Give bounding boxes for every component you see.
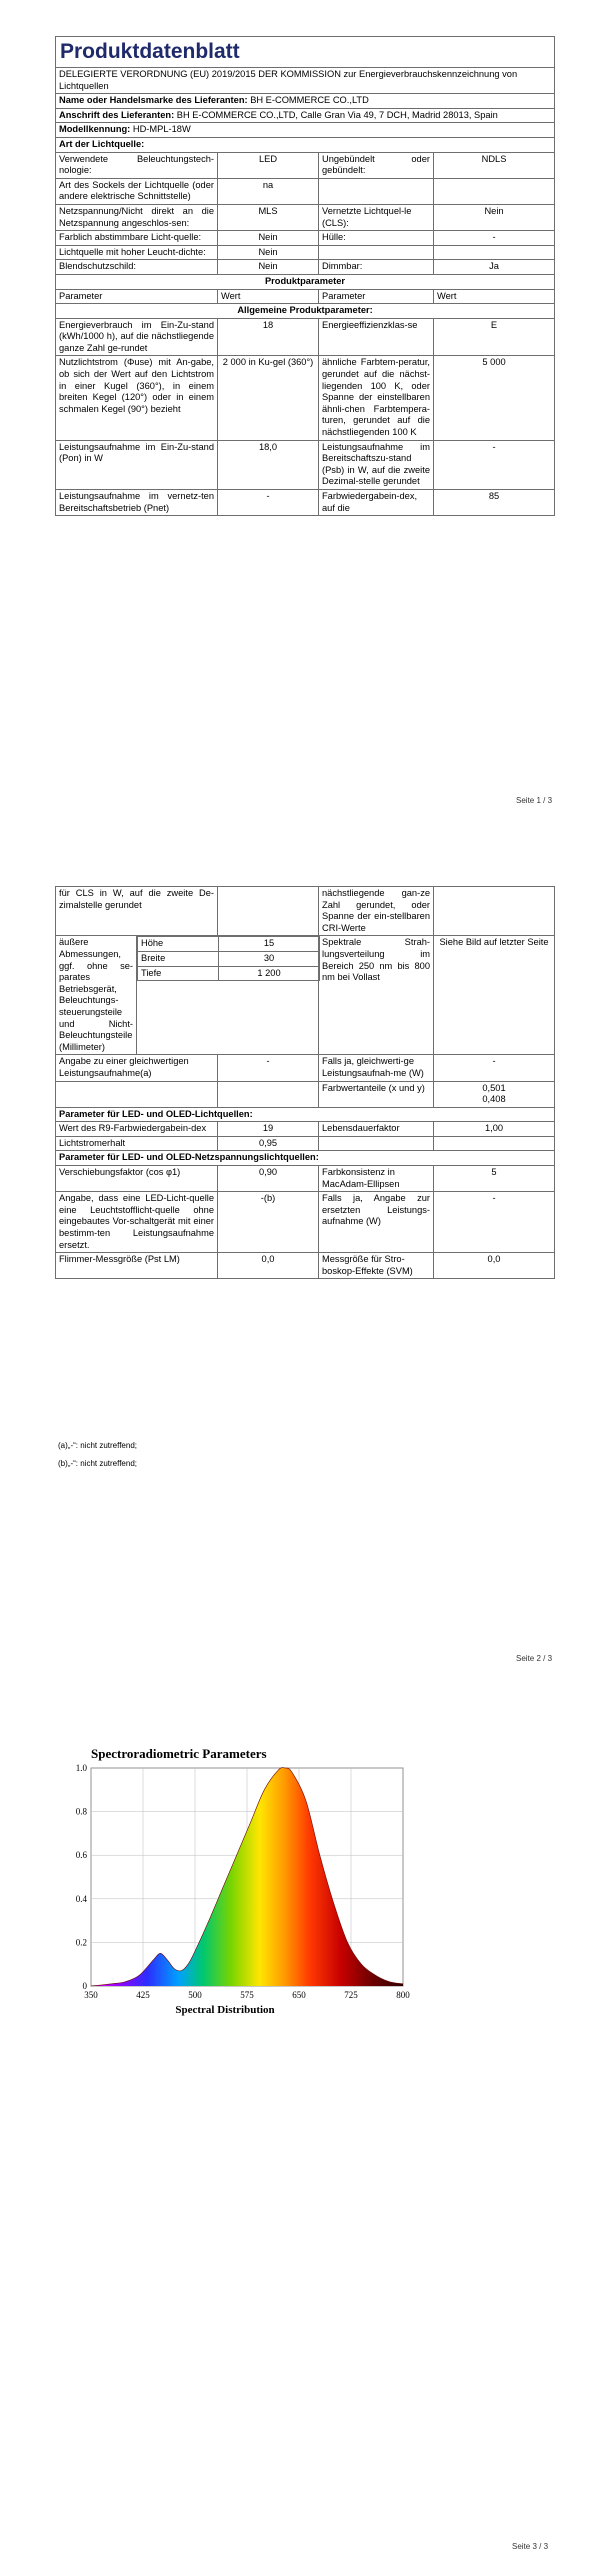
table-row — [56, 887, 555, 936]
cell-value: 5 — [434, 1166, 555, 1192]
cell-label: Farbkonsistenz in MacAdam-Ellipsen — [319, 1166, 434, 1192]
cell-label: Leistungsaufnahme im Ein-Zu-stand (Pon) in W — [56, 440, 218, 489]
cell-label: Lichtstromerhalt — [56, 1136, 218, 1151]
dimension-row — [138, 951, 320, 966]
cell-value — [434, 1136, 555, 1151]
general-parameters-heading: Allgemeine Produktparameter: — [56, 304, 555, 319]
supplier-address-row — [56, 108, 555, 123]
datasheet-table-page-1 — [55, 36, 555, 516]
dimension-key: Breite — [138, 951, 219, 966]
cell-label — [319, 178, 434, 204]
cell-label: nächstliegende gan-ze Zahl gerundet, oder Spanne der ein-stellbaren CRI-Werte — [319, 887, 434, 936]
cell-value: Nein — [218, 245, 319, 260]
mains-led-parameters-heading: Parameter für LED- und OLED-Netzspannungslichtquellen: — [56, 1151, 555, 1166]
cell-label: Falls ja, gleichwerti-ge Leistungsaufnah-me (W) — [319, 1055, 434, 1081]
cell-value: 0,95 — [218, 1136, 319, 1151]
page-1 — [0, 0, 603, 805]
y-tick-label: 0.2 — [75, 1937, 87, 1948]
cell-value: 1,00 — [434, 1122, 555, 1137]
cell-value: Nein — [434, 204, 555, 230]
cell-value: LED — [218, 152, 319, 178]
supplier-address-label: Anschrift des Lieferanten: — [59, 109, 175, 120]
cell-value: 5 000 — [434, 356, 555, 440]
y-tick-label: 0 — [82, 1981, 87, 1991]
table-row — [56, 1122, 555, 1137]
dimension-value: 1 200 — [219, 966, 320, 981]
cell-value: MLS — [218, 204, 319, 230]
cell-label: Leistungsaufnahme im Bereitschaftszu-stand (Psb) in W, auf die zweite Dezimal-stelle gerundet — [319, 440, 434, 489]
column-header: Parameter — [56, 289, 218, 304]
table-row — [56, 440, 555, 489]
dimension-row — [138, 937, 320, 952]
table-header-row — [56, 289, 555, 304]
chromaticity-y: 0,408 — [482, 1094, 506, 1105]
cell-label: Messgröße für Stro-boskop-Effekte (SVM) — [319, 1253, 434, 1279]
table-row — [56, 260, 555, 275]
cell-value — [434, 245, 555, 260]
cell-label — [319, 245, 434, 260]
page-number: Seite 1 / 3 — [516, 796, 553, 805]
cell-value: 18,0 — [218, 440, 319, 489]
x-tick-label: 575 — [240, 1990, 254, 2000]
y-tick-label: 0.8 — [75, 1806, 87, 1817]
x-tick-label: 500 — [188, 1990, 202, 2000]
cell-value: -(b) — [218, 1192, 319, 1253]
cell-label: Flimmer-Messgröße (Pst LM) — [56, 1253, 218, 1279]
dimension-value: 15 — [219, 937, 320, 952]
cell-value: - — [218, 490, 319, 516]
page-title: Produktdatenblatt — [56, 37, 555, 68]
x-tick-label: 425 — [136, 1990, 150, 2000]
cell-value — [434, 1081, 555, 1107]
y-tick-label: 1.0 — [75, 1763, 87, 1773]
y-tick-labels — [76, 1763, 88, 1991]
cell-label: Falls ja, Angabe zur ersetzten Leistungs-aufnahme (W) — [319, 1192, 434, 1253]
cell-label: Dimmbar: — [319, 260, 434, 275]
cell-value: Ja — [434, 260, 555, 275]
cell-value: Nein — [218, 260, 319, 275]
dimension-key: Tiefe — [138, 966, 219, 981]
spectral-distribution-chart — [55, 1740, 415, 2030]
cell-value: 85 — [434, 490, 555, 516]
cell-value: - — [434, 1192, 555, 1253]
dimension-key: Höhe — [138, 937, 219, 952]
footnote-a: (a)„-“: nicht zutreffend; — [58, 1441, 137, 1450]
model-row — [56, 123, 555, 138]
cell-label: Hülle: — [319, 231, 434, 246]
regulation-text: DELEGIERTE VERORDNUNG (EU) 2019/2015 DER KOMMISSION zur Energieverbrauchskennzeichnung von Lichtquellen — [56, 68, 555, 94]
cell-label: Verschiebungsfaktor (cos φ1) — [56, 1166, 218, 1192]
equiv-label: Angabe zu einer gleichwertigen Leistungsaufnahme(a) — [59, 1056, 189, 1078]
dimensions-label: äußere Abmessungen, ggf. ohne se-parates Betriebsgerät, Beleuchtungs-steuerungsteile und Nicht-Beleuchtungsteile (Millimeter) — [56, 936, 137, 1055]
x-axis-label: Spectral Distribution — [175, 2004, 275, 2016]
cell-value — [218, 1081, 319, 1107]
supplier-name-row — [56, 94, 555, 109]
cell-value: - — [434, 440, 555, 489]
table-row — [56, 1081, 555, 1107]
product-parameters-heading: Produktparameter — [56, 274, 555, 289]
cell-label: ähnliche Farbtem-peratur, gerundet auf die nächst-liegenden 100 K, oder Spanne der einstellbaren ähnli-chen Farbtempera-turen, gerundet auf die nächstliegenden 100 K — [319, 356, 434, 440]
cell-label: Art des Sockels der Lichtquelle (oder andere elektrische Schnittstelle) — [56, 178, 218, 204]
cell-label: Angabe, dass eine LED-Licht-quelle eine Leuchtstofflicht-quelle ohne eingebautes Vor-schaltgerät mit einer bestimm-ten Leistungsaufnahme ersetzt. — [56, 1192, 218, 1253]
x-tick-label: 650 — [292, 1990, 306, 2000]
y-tick-label: 0.4 — [75, 1893, 87, 1904]
cell-label: Ungebündelt oder gebündelt: — [319, 152, 434, 178]
supplier-name-label: Name oder Handelsmarke des Lieferanten: — [59, 95, 248, 106]
x-tick-label: 800 — [396, 1990, 410, 2000]
cell-label — [56, 1081, 218, 1107]
cell-label: Energieverbrauch im Ein-Zu-stand (kWh/1000 h), auf die nächstliegende ganze Zahl ge-rundet — [56, 318, 218, 356]
x-tick-label: 350 — [84, 1990, 98, 2000]
model-id: HD-MPL-18W — [132, 124, 191, 135]
table-row — [56, 318, 555, 356]
column-header: Wert — [434, 289, 555, 304]
table-row — [56, 356, 555, 440]
table-row — [56, 936, 555, 1055]
cell-label: Vernetzte Lichtquel-le (CLS): — [319, 204, 434, 230]
cell-value: na — [218, 178, 319, 204]
page-number: Seite 2 / 3 — [516, 1654, 553, 1663]
table-row — [56, 231, 555, 246]
cell-value: 18 — [218, 318, 319, 356]
table-row — [56, 178, 555, 204]
cell-label: Lichtquelle mit hoher Leucht-dichte: — [56, 245, 218, 260]
footnote-b: (b)„-“: nicht zutreffend; — [58, 1459, 137, 1468]
dimension-row — [138, 966, 320, 981]
cell-label: Spektrale Strah-lungsverteilung im Bereich 250 nm bis 800 nm bei Vollast — [319, 936, 434, 1055]
dimensions-table — [137, 936, 320, 981]
supplier-name: BH E-COMMERCE CO.,LTD — [250, 95, 369, 106]
cell-value: - — [434, 231, 555, 246]
cell-label: Netzspannung/Nicht direkt an die Netzspannung angeschlos-sen: — [56, 204, 218, 230]
table-row — [56, 1166, 555, 1192]
cell-label: Farbwertanteile (x und y) — [319, 1081, 434, 1107]
cell-value: 2 000 in Ku-gel (360°) — [218, 356, 319, 440]
cell-label: Blendschutzschild: — [56, 260, 218, 275]
cell-label: Lebensdauerfaktor — [319, 1122, 434, 1137]
page-number: Seite 3 / 3 — [512, 2542, 549, 2551]
page-3 — [0, 1720, 603, 2560]
supplier-address: BH E-COMMERCE CO.,LTD, Calle Gran Via 49, 7 DCH, Madrid 28013, Spain — [176, 109, 498, 120]
model-label: Modellkennung: — [59, 124, 131, 135]
datasheet-table-page-2 — [55, 886, 555, 1279]
table-row — [56, 490, 555, 516]
cell-value: - — [434, 1055, 555, 1081]
column-header: Wert — [218, 289, 319, 304]
cell-label: Energieeffizienzklas-se — [319, 318, 434, 356]
cell-value: - — [218, 1055, 319, 1081]
chromaticity-x: 0,501 — [482, 1082, 506, 1093]
table-row — [56, 204, 555, 230]
page-2 — [0, 880, 603, 1680]
cell-label — [56, 1055, 218, 1081]
cell-value: 0,0 — [434, 1253, 555, 1279]
table-row — [56, 1253, 555, 1279]
cell-value — [434, 178, 555, 204]
cell-label: Leistungsaufnahme im vernetz-ten Bereitschaftsbetrieb (Pnet) — [56, 490, 218, 516]
dimensions-cell — [137, 936, 319, 1055]
table-row — [56, 1055, 555, 1081]
cell-label: Farbwiedergabein-dex, auf die — [319, 490, 434, 516]
cell-label: für CLS in W, auf die zweite De-zimalstelle gerundet — [56, 887, 218, 936]
cell-label: Farblich abstimmbare Licht-quelle: — [56, 231, 218, 246]
led-parameters-heading: Parameter für LED- und OLED-Lichtquellen: — [56, 1107, 555, 1122]
cell-value: NDLS — [434, 152, 555, 178]
cell-value: Nein — [218, 231, 319, 246]
cell-label: Wert des R9-Farbwiedergabein-dex — [56, 1122, 218, 1137]
cell-value — [218, 887, 319, 936]
cell-value: 0,90 — [218, 1166, 319, 1192]
table-row — [56, 245, 555, 260]
light-source-type-heading: Art der Lichtquelle: — [56, 137, 555, 152]
x-tick-label: 725 — [344, 1990, 358, 2000]
cell-label: Verwendete Beleuchtungstech-nologie: — [56, 152, 218, 178]
cell-value — [434, 887, 555, 936]
cell-value: 19 — [218, 1122, 319, 1137]
table-row — [56, 152, 555, 178]
chart-title: Spectroradiometric Parameters — [91, 1746, 267, 1761]
x-tick-labels — [84, 1990, 410, 2000]
table-row — [56, 1192, 555, 1253]
cell-value: Siehe Bild auf letzter Seite — [434, 936, 555, 1055]
cell-value: 0,0 — [218, 1253, 319, 1279]
table-row — [56, 1136, 555, 1151]
y-tick-label: 0.6 — [75, 1850, 87, 1861]
dimension-value: 30 — [219, 951, 320, 966]
cell-value: E — [434, 318, 555, 356]
cell-label — [319, 1136, 434, 1151]
cell-label: Nutzlichtstrom (Φuse) mit An-gabe, ob sich der Wert auf den Lichtstrom in einer Kugel (360°), in einem breiten Kegel (120°) oder in einem schmalen Kegel (90°) bezieht — [56, 356, 218, 440]
column-header: Parameter — [319, 289, 434, 304]
